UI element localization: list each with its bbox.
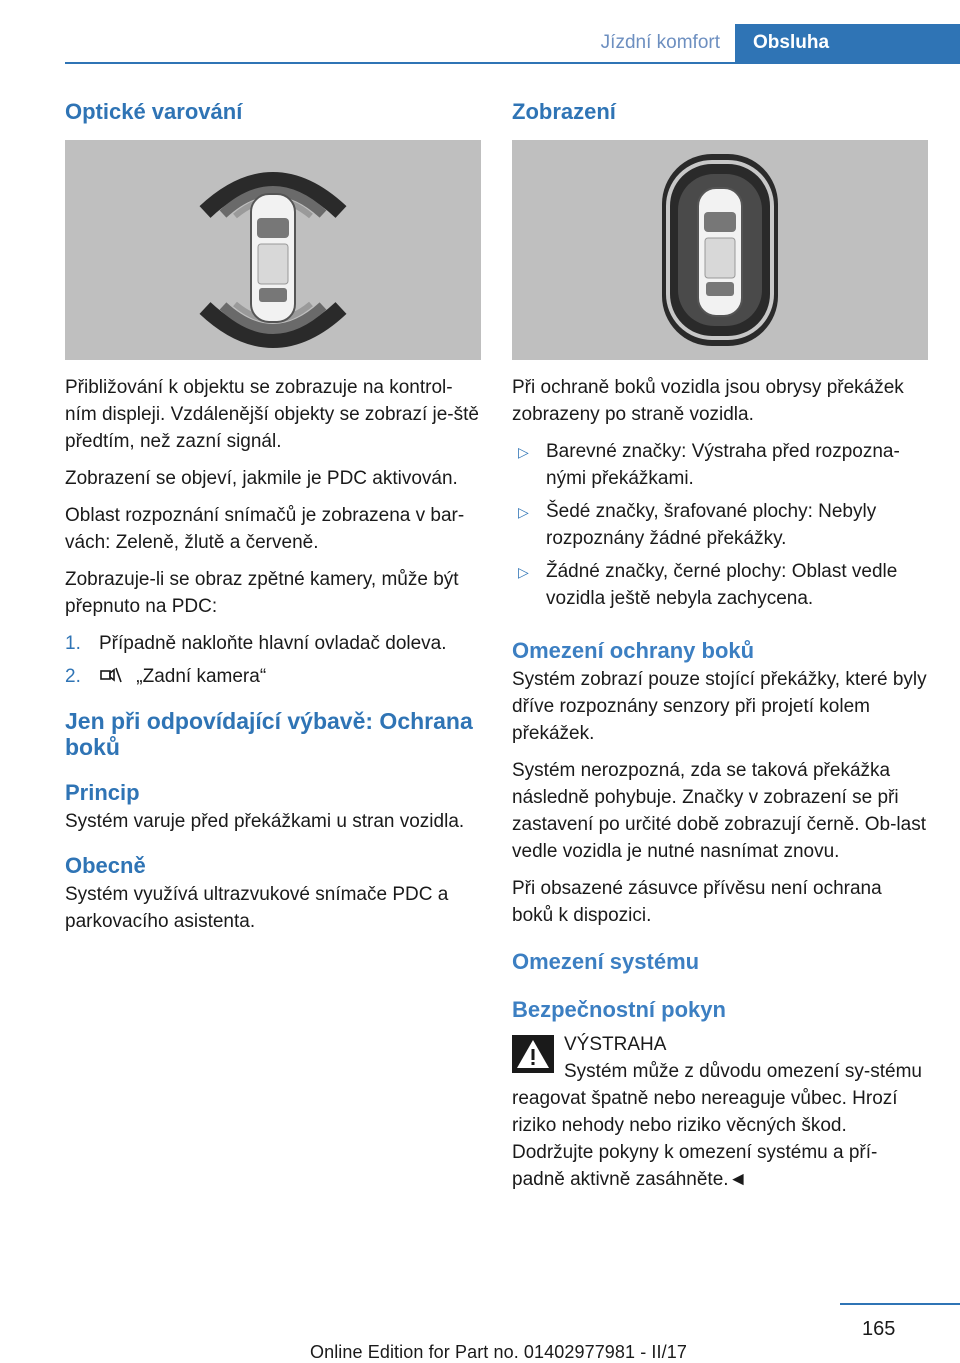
step-item: [65, 663, 481, 690]
principle-text: Systém varuje před překážkami u stran vozidla.: [65, 811, 465, 832]
side-protection-illustration: [512, 140, 928, 360]
system-limits-heading: Omezení systému: [512, 949, 700, 974]
display-text: Při ochraně boků vozidla jsou obrysy překážek zobrazeny po straně vozidla.: [512, 377, 904, 425]
limits-text-1: Systém zobrazí pouze stojící překážky, které byly dříve rozpoznány senzory při projetí kolem překážek.: [512, 669, 927, 744]
marker-legend-list: [512, 438, 928, 612]
safety-note-heading: Bezpečnostní pokyn: [512, 997, 726, 1022]
list-item: ▷ Žádné značky, černé plochy: Oblast vedle vozidla ještě nebyla zachycena.: [518, 561, 898, 609]
principle-heading: Princip: [65, 780, 140, 805]
display-appears-text: Zobrazení se objeví, jakmile je PDC aktivován.: [65, 468, 458, 489]
pdc-display-figure: [65, 140, 481, 360]
list-item: ▷ Šedé značky, šrafované plochy: Nebyly rozpoznány žádné překážky.: [518, 501, 877, 549]
bullet-triangle-icon: ▷: [518, 444, 529, 460]
side-protection-figure: [512, 140, 928, 360]
step-number: 1.: [65, 633, 81, 654]
limits-text-3: Při obsazené zásuvce přívěsu není ochrana boků k dispozici.: [512, 878, 882, 926]
bullet-triangle-icon: ▷: [518, 504, 529, 520]
left-column: [65, 98, 481, 945]
warning-title: VÝSTRAHA: [564, 1034, 667, 1055]
limits-text-2: Systém nerozpozná, zda se taková překážka následně pohybuje. Značky v zobrazení se při zastavení po určité době zobrazují černě. Ob-last vedle vozidla je nutné nasnímat znovu.: [512, 760, 927, 862]
camera-switch-text: Zobrazuje-li se obraz zpětné kamery, může být přepnuto na PDC:: [65, 569, 459, 617]
warning-box: [512, 1031, 928, 1193]
right-column: [512, 98, 928, 1193]
chapter-tab[interactable]: Obsluha: [735, 24, 960, 62]
page-number: 165: [862, 1318, 896, 1340]
step-item: [65, 630, 481, 657]
page-header: [65, 24, 960, 64]
footer-rule: [840, 1303, 960, 1305]
display-heading: Zobrazení: [512, 99, 616, 124]
general-heading: Obecně: [65, 853, 146, 878]
camera-icon: [99, 665, 123, 685]
optical-warning-text: Přibližování k objektu se zobrazuje na kontrol-ním displeji. Vzdálenější objekty se zobrazí je-ště předtím, než zazní signál.: [65, 377, 479, 452]
side-protection-limits-heading: Omezení ochrany boků: [512, 638, 755, 663]
pdc-car-illustration: [65, 140, 481, 360]
optical-warning-heading: Optické varování: [65, 99, 243, 124]
general-text: Systém využívá ultrazvukové snímače PDC a parkovacího asistenta.: [65, 884, 449, 932]
step-number: 2.: [65, 666, 81, 687]
warning-text: Systém může z důvodu omezení sy-stému reagovat špatně nebo nereaguje vůbec. Hrozí riziko nehody nebo riziko věcných škod. Dodržujte pokyny k omezení systému a pří-padně aktivně zasáhněte.◄: [512, 1061, 922, 1190]
warning-triangle-icon: [512, 1035, 554, 1073]
sensor-area-text: Oblast rozpoznání snímačů je zobrazena v bar-vách: Zeleně, žlutě a červeně.: [65, 505, 465, 553]
side-protection-heading: Jen při odpovídající výbavě: Ochrana boků: [65, 708, 473, 760]
section-tab[interactable]: Jízdní komfort: [600, 32, 720, 53]
edition-footer: Online Edition for Part no. 01402977981 - II/17: [310, 1342, 687, 1362]
bullet-triangle-icon: ▷: [518, 564, 529, 580]
step-text: Případně nakloňte hlavní ovladač doleva.: [99, 633, 447, 654]
switch-steps: [65, 630, 481, 690]
step-text: „Zadní kamera“: [136, 666, 267, 687]
list-item: ▷ Barevné značky: Výstraha před rozpozna-nými překážkami.: [518, 441, 900, 489]
